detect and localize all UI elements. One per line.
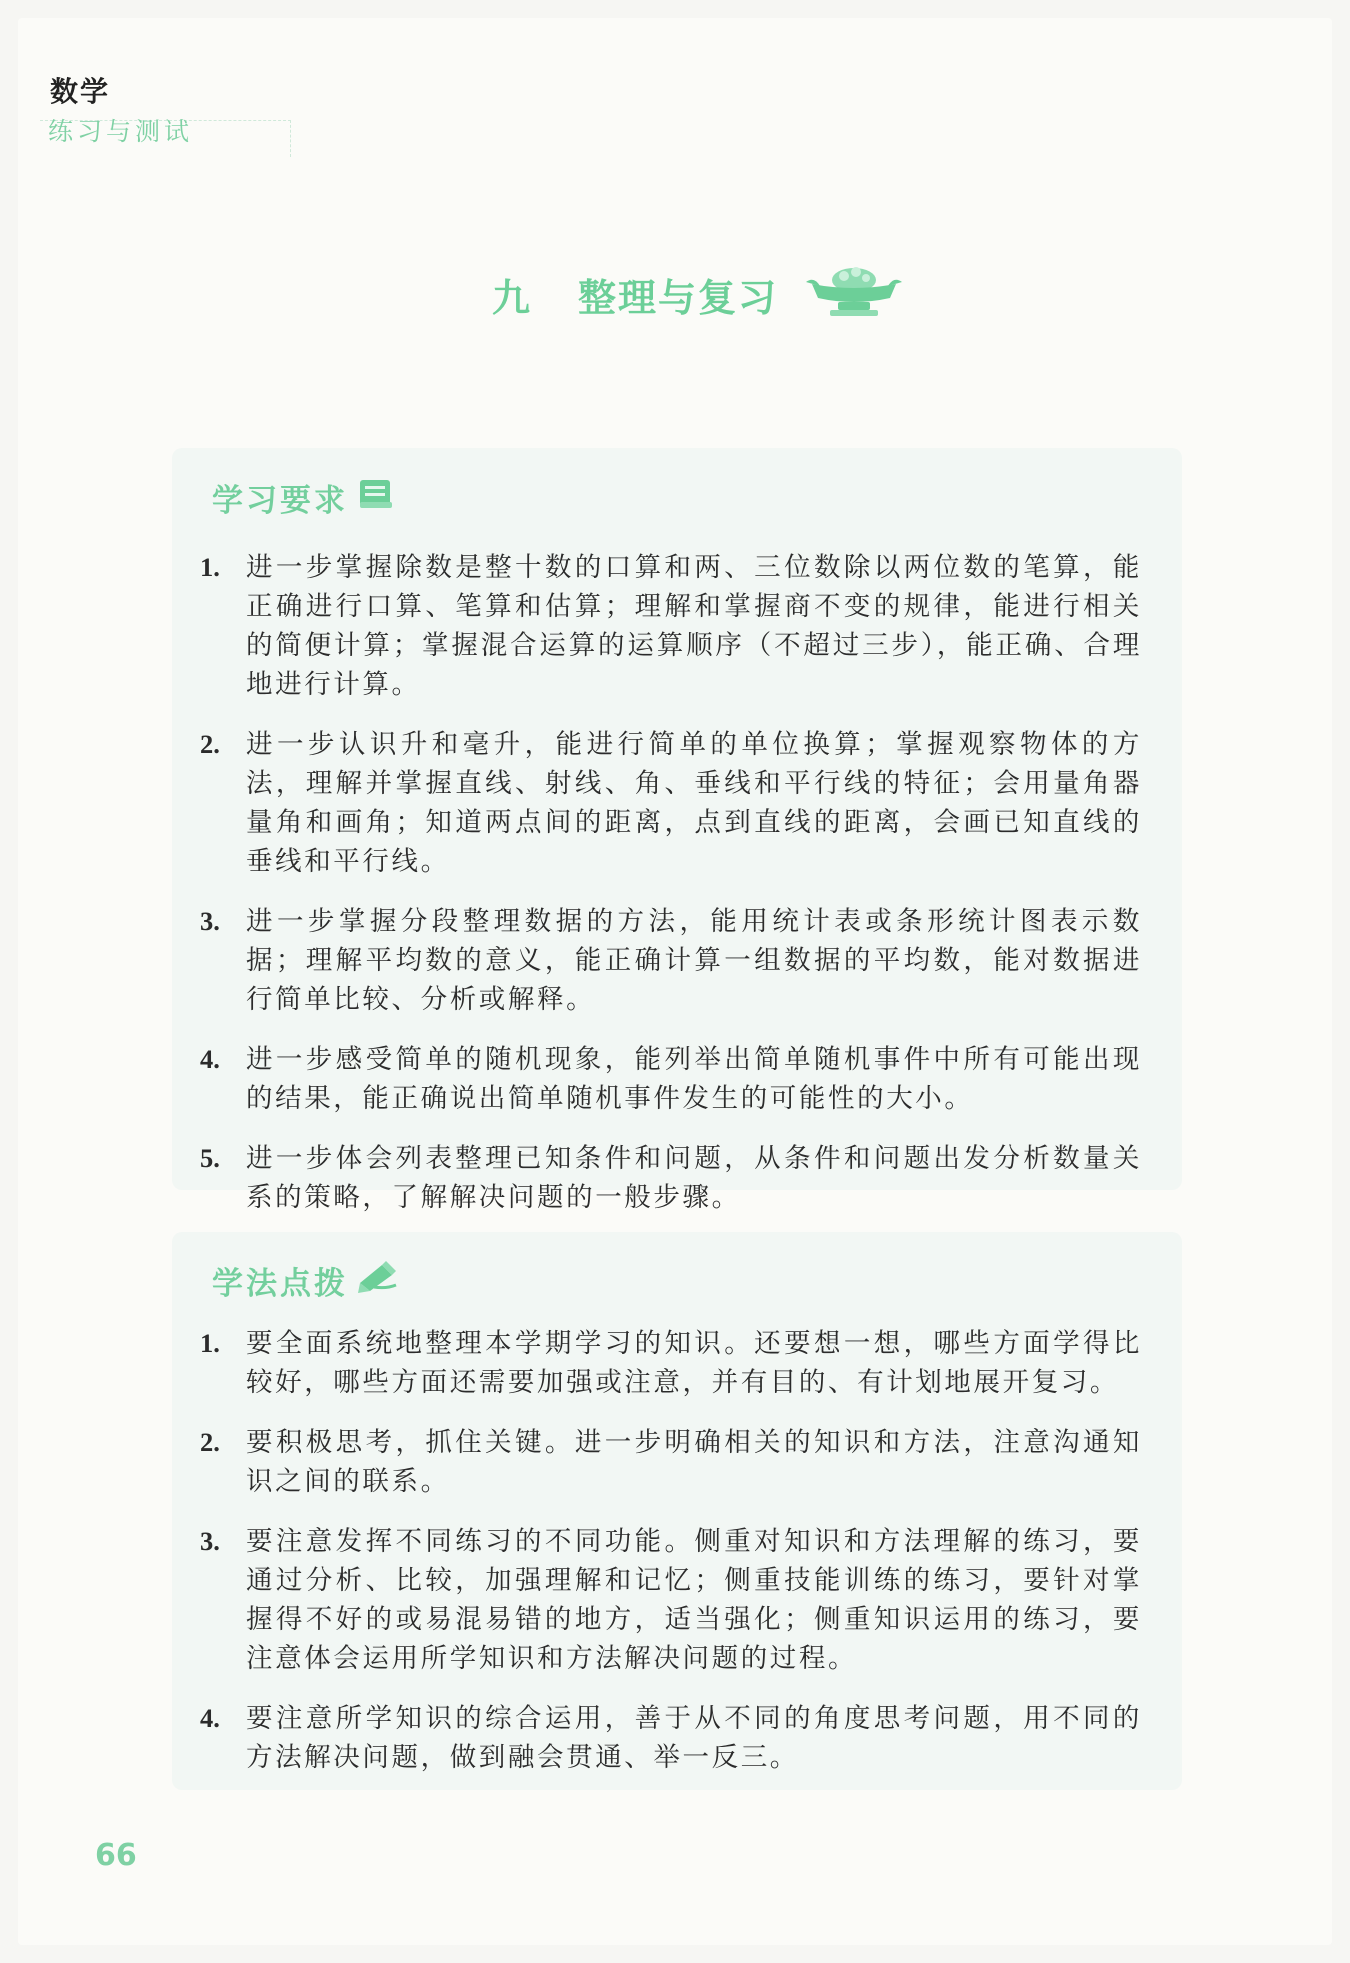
item-text: 要积极思考，抓住关键。进一步明确相关的知识和方法，注意沟通知识之间的联系。 [246, 1427, 1142, 1497]
study-tips-section [172, 1232, 1182, 1790]
chapter-name: 整理与复习 [578, 275, 779, 320]
list-item [200, 548, 1142, 704]
item-number: 3. [200, 906, 220, 936]
item-number: 2. [200, 1427, 220, 1457]
item-number: 1. [200, 552, 220, 582]
list-item [200, 1324, 1142, 1402]
item-number: 4. [200, 1044, 220, 1074]
list-item [200, 1522, 1142, 1678]
item-text: 进一步体会列表整理已知条件和问题，从条件和问题出发分析数量关系的策略，了解解决问题的一般步骤。 [246, 1143, 1142, 1213]
item-text: 要注意所学知识的综合运用，善于从不同的角度思考问题，用不同的方法解决问题，做到融会贯通、举一反三。 [246, 1703, 1142, 1773]
item-number: 3. [200, 1526, 220, 1556]
item-text: 进一步掌握除数是整十数的口算和两、三位数除以两位数的笔算，能正确进行口算、笔算和估算；理解和掌握商不变的规律，能进行相关的简便计算；掌握混合运算的运算顺序（不超过三步），能正确、合理地进行计算。 [246, 552, 1142, 700]
chapter-title [492, 262, 904, 327]
item-number: 2. [200, 729, 220, 759]
item-text: 进一步掌握分段整理数据的方法，能用统计表或条形统计图表示数据；理解平均数的意义，能正确计算一组数据的平均数，能对数据进行简单比较、分析或解释。 [246, 906, 1142, 1015]
list-item [200, 1423, 1142, 1501]
list-item [200, 1139, 1142, 1217]
item-text: 要注意发挥不同练习的不同功能。侧重对知识和方法理解的练习，要通过分析、比较，加强理解和记忆；侧重技能训练的练习，要针对掌握得不好的或易混易错的地方，适当强化；侧重知识运用的练习，要注意体会运用所学知识和方法解决问题的过程。 [246, 1526, 1142, 1674]
chapter-number: 九 [492, 275, 533, 320]
item-number: 5. [200, 1143, 220, 1173]
item-text: 要全面系统地整理本学期学习的知识。还要想一想，哪些方面学得比较好，哪些方面还需要加强或注意，并有目的、有计划地展开复习。 [246, 1328, 1142, 1398]
treasure-bowl-icon [804, 262, 904, 327]
item-text: 进一步感受简单的随机现象，能列举出简单随机事件中所有可能出现的结果，能正确说出简单随机事件发生的可能性的大小。 [246, 1044, 1142, 1114]
list-item [200, 725, 1142, 881]
header-book-title: 练习与测试 [48, 117, 194, 146]
section-title [212, 474, 396, 520]
list-item [200, 1699, 1142, 1777]
section-title-text: 学法点拨 [212, 1266, 348, 1302]
pencil-icon [356, 1259, 398, 1303]
item-number: 4. [200, 1703, 220, 1733]
section-title-text: 学习要求 [212, 482, 348, 519]
book-icon [356, 474, 396, 520]
list-item [200, 1040, 1142, 1118]
header-subject: 数学 [50, 75, 111, 108]
item-text: 进一步认识升和毫升，能进行简单的单位换算；掌握观察物体的方法，理解并掌握直线、射线、角、垂线和平行线的特征；会用量角器量角和画角；知道两点间的距离，点到直线的距离，会画已知直线的垂线和平行线。 [246, 729, 1142, 877]
item-number: 1. [200, 1328, 220, 1358]
section-title [212, 1258, 398, 1303]
list-item [200, 902, 1142, 1019]
learning-requirements-section [172, 448, 1182, 1213]
page-number: 66 [95, 1838, 137, 1873]
